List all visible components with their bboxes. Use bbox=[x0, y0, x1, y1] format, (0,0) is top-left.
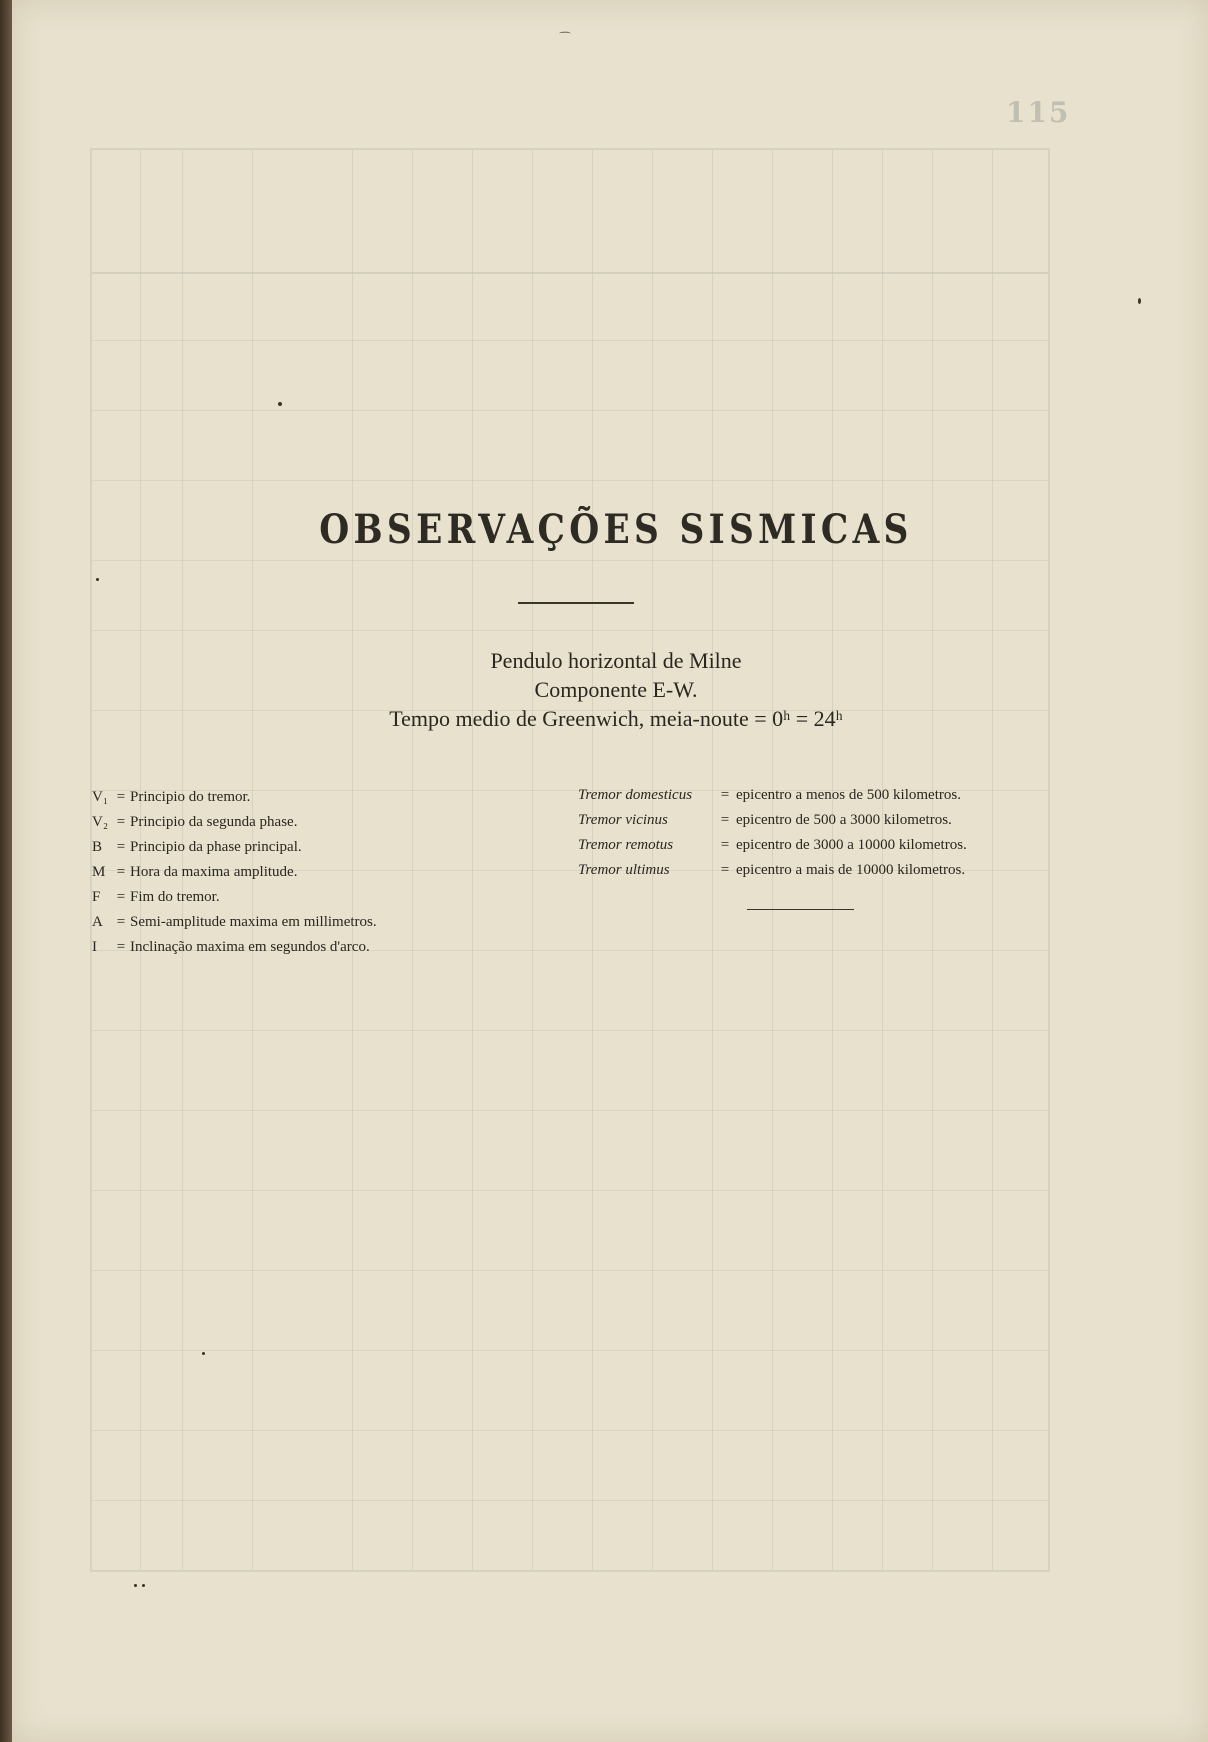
legend-text: Hora da maxima amplitude. bbox=[130, 864, 298, 880]
legend-text: Principio da segunda phase. bbox=[130, 814, 298, 830]
legend-equals: = bbox=[116, 789, 126, 805]
legend-item bbox=[92, 914, 377, 931]
legend-text: Fim do tremor. bbox=[130, 889, 220, 905]
tremor-type-item bbox=[578, 787, 961, 804]
legend-item bbox=[92, 839, 302, 856]
legend-symbol: A bbox=[92, 914, 103, 930]
legend-equals: = bbox=[116, 839, 126, 855]
subtitle-component: Componente E-W. bbox=[534, 677, 698, 702]
legend-symbol: M bbox=[92, 864, 106, 880]
legend-text: Semi-amplitude maxima em millimetros. bbox=[130, 914, 377, 930]
show-through-page-number: 115 bbox=[1006, 96, 1071, 129]
legend-symbol: B bbox=[92, 839, 103, 855]
legend-symbol: F bbox=[92, 889, 101, 905]
show-through-table-header bbox=[92, 150, 1048, 274]
tremor-type-equals: = bbox=[720, 837, 730, 853]
show-through-table bbox=[90, 148, 1050, 1572]
tremor-type-description: epicentro de 500 a 3000 kilometros. bbox=[736, 812, 952, 828]
tremor-type-item bbox=[578, 812, 952, 829]
legend-equals: = bbox=[116, 914, 126, 930]
legend-equals: = bbox=[116, 939, 126, 955]
legend-item bbox=[92, 789, 250, 806]
tremor-type-equals: = bbox=[720, 787, 730, 803]
legend-equals: = bbox=[116, 889, 126, 905]
tremor-type-description: epicentro de 3000 a 10000 kilometros. bbox=[736, 837, 967, 853]
legend-symbol: V₁ bbox=[92, 789, 109, 805]
legend-item bbox=[92, 864, 297, 881]
legend-symbol: V₂ bbox=[92, 814, 109, 830]
legend-equals: = bbox=[116, 814, 126, 830]
subtitle-time-reference: Tempo medio de Greenwich, meia-noute = 0ʰ = 24ʰ bbox=[389, 706, 843, 731]
tremor-type-name: Tremor remotus bbox=[578, 837, 674, 853]
tremor-type-description: epicentro a menos de 500 kilometros. bbox=[736, 787, 961, 803]
document-page bbox=[12, 0, 1208, 1742]
tremor-type-name: Tremor domesticus bbox=[578, 787, 693, 803]
book-binding-edge bbox=[0, 0, 12, 1742]
tremor-type-name: Tremor ultimus bbox=[578, 862, 670, 878]
tremor-type-item bbox=[578, 837, 967, 854]
tremor-type-equals: = bbox=[720, 812, 730, 828]
legend-text: Principio da phase principal. bbox=[130, 839, 302, 855]
tremor-type-item bbox=[578, 862, 965, 879]
legend-symbol: I bbox=[92, 939, 97, 955]
legend-item bbox=[92, 814, 297, 831]
legend-item bbox=[92, 939, 370, 956]
page-title: OBSERVAÇÕES SISMICAS bbox=[319, 506, 913, 553]
section-end-divider bbox=[747, 909, 854, 910]
tremor-type-description: epicentro a mais de 10000 kilometros. bbox=[736, 862, 966, 878]
tremor-type-equals: = bbox=[720, 862, 730, 878]
subtitle-instrument: Pendulo horizontal de Milne bbox=[490, 648, 742, 673]
legend-item bbox=[92, 889, 220, 906]
tremor-type-name: Tremor vicinus bbox=[578, 812, 668, 828]
legend-text: Inclinação maxima em segundos d'arco. bbox=[130, 939, 370, 955]
legend-equals: = bbox=[116, 864, 126, 880]
legend-text: Principio do tremor. bbox=[130, 789, 251, 805]
title-divider bbox=[518, 602, 634, 604]
